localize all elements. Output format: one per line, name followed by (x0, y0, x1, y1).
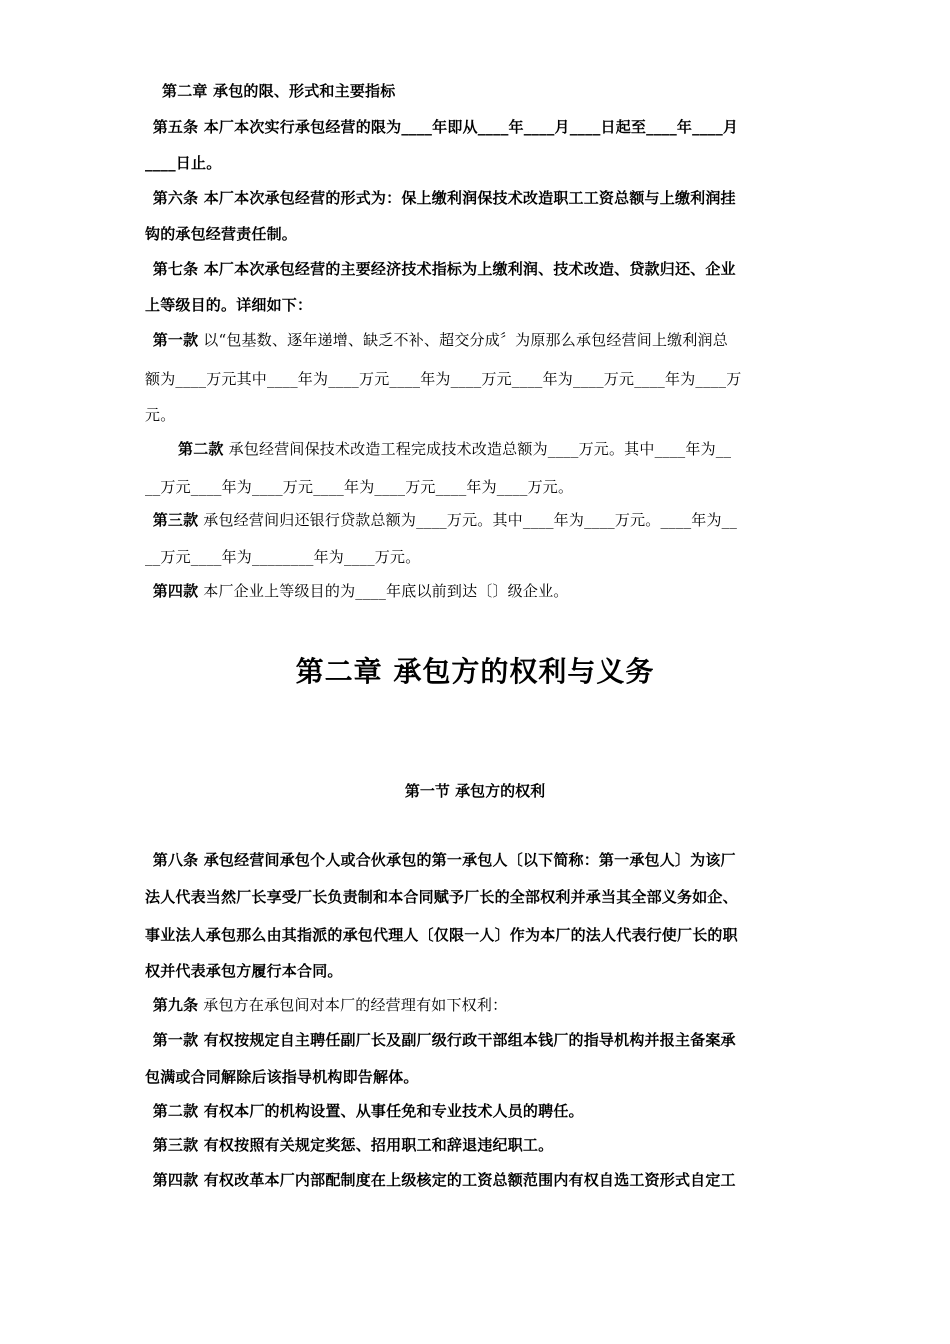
clause-1-cont2: 元。 (145, 406, 176, 424)
clause-text: 有权本厂的机构设置、从事任免和专业技术人员的聘任。 (198, 1102, 584, 1120)
clause-1 (145, 329, 807, 351)
right-clause-2 (145, 1100, 807, 1122)
clause-3-cont: __万元____年为________年为____万元。 (145, 548, 421, 566)
clause-label: 第一款 (152, 1031, 199, 1049)
right-clause-4 (145, 1169, 807, 1191)
article-7-cont: 上等级目的。详细如下： (145, 296, 313, 314)
clause-1-cont: 额为____万元其中____年为____万元____年为____万元____年为____万元____年为____万 (145, 370, 742, 388)
clause-label: 第一款 (152, 331, 199, 349)
article-5 (145, 116, 807, 138)
article-6 (145, 187, 807, 209)
clause-text: 有权按照有关规定奖惩、招用职工和辞退违纪职工。 (198, 1136, 554, 1154)
section-title: 第一节 承包方的权利 (404, 782, 546, 800)
article-label: 第六条 (152, 189, 199, 207)
right-clause-3 (145, 1134, 807, 1156)
article-label: 第五条 (152, 118, 199, 136)
article-text: 本厂本次实行承包经营的限为____年即从____年____月____日起至____年____月 (198, 118, 739, 136)
article-text: 第八条 承包经营间承包个人或合伙承包的第一承包人〔以下简称：第一承包人〕为该厂 (152, 851, 736, 869)
clause-label: 第四款 (152, 1171, 199, 1189)
clause-3 (145, 509, 807, 531)
chapter-title: 第二章 承包方的权利与义务 (295, 655, 655, 688)
clause-text: 有权改革本厂内部配制度在上级核定的工资总额范围内有权自选工资形式自定工 (198, 1171, 736, 1189)
clause-label: 第三款 (152, 511, 199, 529)
clause-label: 第三款 (152, 1136, 199, 1154)
article-text: 承包方在承包间对本厂的经营理有如下权利： (198, 996, 508, 1014)
article-label: 第九条 (152, 996, 199, 1014)
article-5-cont: ____日止。 (145, 154, 222, 172)
article-text: 本厂本次承包经营的形式为：保上缴利润保技术改造职工工资总额与上缴利润挂 (198, 189, 736, 207)
right-clause-1 (145, 1029, 807, 1051)
chapter-heading: 第二章 承包的限、形式和主要指标 (162, 82, 396, 100)
article-label: 第七条 (152, 260, 199, 278)
clause-text: 以“包基数、逐年递增、缺乏不补、超交分成〞为原那么承包经营间上缴利润总 (198, 331, 728, 349)
article-text: 本厂本次承包经营的主要经济技术指标为上缴利润、技术改造、贷款归还、企业 (198, 260, 736, 278)
clause-text: 有权按规定自主聘任副厂长及副厂级行政干部组本钱厂的指导机构并报主备案承 (198, 1031, 736, 1049)
article-8 (145, 849, 807, 871)
clause-label: 第二款 (152, 1102, 199, 1120)
clause-label: 第二款 (178, 440, 224, 458)
clause-2 (178, 438, 807, 460)
clause-2-cont: __万元____年为____万元____年为____万元____年为____万元。 (145, 478, 574, 496)
clause-label: 第四款 (152, 582, 199, 600)
clause-text: 承包经营间归还银行贷款总额为____万元。其中____年为____万元。____年为__ (198, 511, 738, 529)
clause-text: 本厂企业上等级目的为____年底以前到达〔〕级企业。 (198, 582, 569, 600)
article-6-cont: 钩的承包经营责任制。 (145, 225, 298, 243)
clause-text: 承包经营间保技术改造工程完成技术改造总额为____万元。其中____年为__ (223, 440, 732, 458)
clause-4 (145, 580, 807, 602)
right-clause-1-cont: 包满或合同解除后该指导机构即告解体。 (145, 1068, 419, 1086)
article-8-cont: 法人代表当然厂长享受厂长负责制和本合同赋予厂长的全部权利并承当其全部义务如企、 (145, 888, 738, 906)
article-7 (145, 258, 807, 280)
article-8-cont2: 事业法人承包那么由其指派的承包代理人〔仅限一人〕作为本厂的法人代表行使厂长的职 (145, 926, 738, 944)
article-8-cont3: 权并代表承包方履行本合同。 (145, 962, 343, 980)
article-9 (145, 994, 807, 1016)
